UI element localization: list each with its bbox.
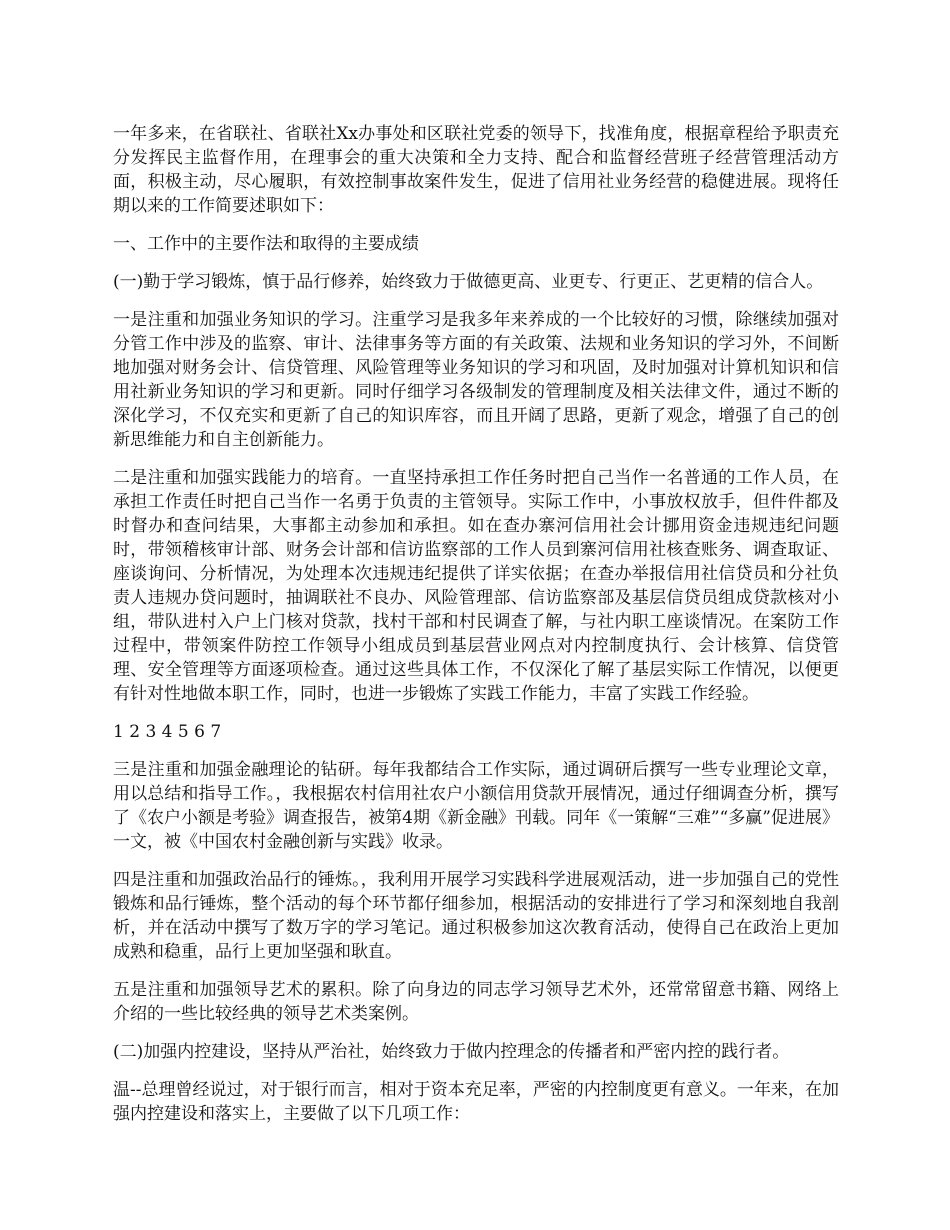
section-heading-1: 一、工作中的主要作法和取得的主要成绩: [113, 234, 419, 254]
intro-paragraph: 一年多来，在省联社、省联社Xx办事处和区联社党委的领导下，找准角度，根据章程给予职责充分发挥民主监督作用，在理事会的重大决策和全力支持、配合和监督经营班子经营管理活动方面，积极主动，尽心履职，有效控制事故案件发生，促进了信用社业务经营的稳健进展。现将任期以来的工作简要述职如下：: [113, 124, 839, 216]
paragraph-theory: 三是注重和加强金融理论的钻研。每年我都结合工作实际，通过调研后撰写一些专业理论文章，用以总结和指导工作。，我根据农村信用社农户小额信用贷款开展情况，通过仔细调查分析，撰写了《农户小额是考验》调查报告，被第4期《新金融》刊载。同年《一策解“三难”“多赢”促进展》一文，被《中国农村金融创新与实践》收录。: [113, 760, 839, 852]
paragraph-politics: 四是注重和加强政治品行的锤炼。，我利用开展学习实践科学进展观活动，进一步加强自己的党性锻炼和品行锤炼，整个活动的每个环节都仔细参加，根据活动的安排进行了学习和深刻地自我剖析，并在活动中撰写了数万字的学习笔记。通过积极参加这次教育活动，使得自己在政治上更加成熟和稳重，品行上更加坚强和耿直。: [113, 870, 839, 962]
paragraph-leadership: 五是注重和加强领导艺术的累积。除了向身边的同志学习领导艺术外，还常常留意书籍、网络上介绍的一些比较经典的领导艺术类案例。: [113, 980, 839, 1024]
page-numbers: 1 2 3 4 5 6 7: [113, 722, 222, 742]
paragraph-study: 一是注重和加强业务知识的学习。注重学习是我多年来养成的一个比较好的习惯，除继续加强对分管工作中涉及的监察、审计、法律事务等方面的有关政策、法规和业务知识的学习外，不间断地加强对财务会计、信贷管理、风险管理等业务知识的学习和巩固，及时加强对计算机知识和信用社新业务知识的学习和更新。同时仔细学习各级制发的管理制度及相关法律文件，通过不断的深化学习，不仅充实和更新了自己的知识库容，而且开阔了思路，更新了观念，增强了自己的创新思维能力和自主创新能力。: [113, 310, 839, 450]
paragraph-practice: 二是注重和加强实践能力的培育。一直坚持承担工作任务时把自己当作一名普通的工作人员，在承担工作责任时把自己当作一名勇于负责的主管领导。实际工作中，小事放权放手，但件件都及时督办和查问结果，大事都主动参加和承担。如在查办寨河信用社会计挪用资金违规违纪问题时，带领稽核审计部、财务会计部和信访监察部的工作人员到寨河信用社核查账务、调查取证、座谈询问、分析情况，为处理本次违规违纪提供了详实依据；在查办举报信用社信贷员和分社负责人违规办贷问题时，抽调联社不良办、风险管理部、信访监察部及基层信贷员组成贷款核对小组，带队进村入户上门核对贷款，找村干部和村民调查了解，与社内职工座谈情况。在案防工作过程中，带领案件防控工作领导小组成员到基层营业网点对内控制度执行、会计核算、信贷管理、安全管理等方面逐项检查。通过这些具体工作，不仅深化了解了基层实际工作情况，以便更有针对性地做本职工作，同时，也进一步锻炼了实践工作能力，丰富了实践工作经验。: [113, 468, 839, 704]
subsection-heading-1: (一)勤于学习锻炼，慎于品行修养，始终致力于做德更高、业更专、行更正、艺更精的信合人。: [113, 272, 824, 292]
document-body: [113, 122, 839, 1140]
paragraph-internal-control: 温--总理曾经说过，对于银行而言，相对于资本充足率，严密的内控制度更有意义。一年来，在加强内控建设和落实上，主要做了以下几项工作：: [113, 1080, 839, 1124]
subsection-heading-2: (二)加强内控建设，坚持从严治社，始终致力于做内控理念的传播者和严密内控的践行者。: [113, 1042, 790, 1062]
